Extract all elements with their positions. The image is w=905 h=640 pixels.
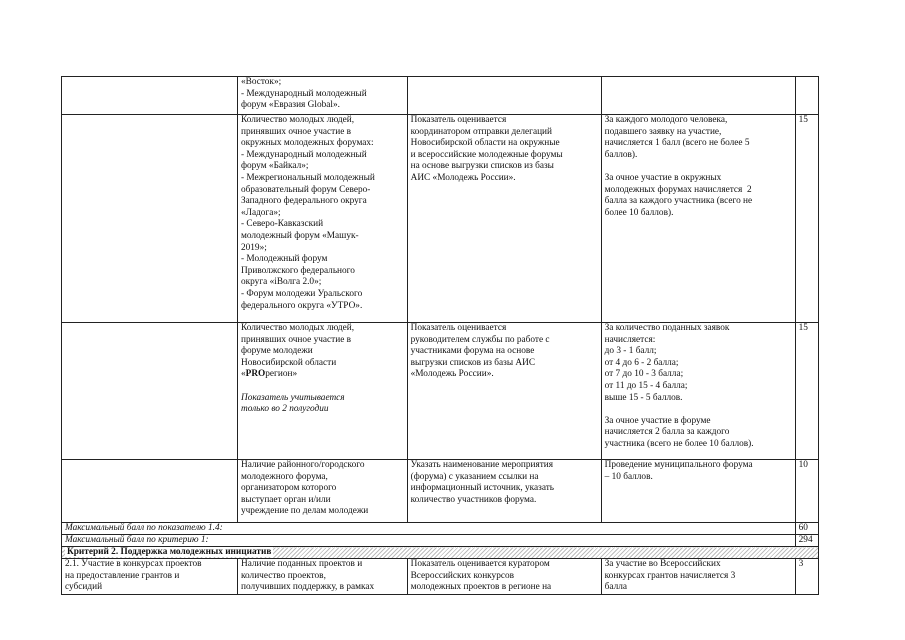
cell-line: и всероссийские молодежные форумы bbox=[410, 149, 563, 160]
cell-line: Показатель оценивается bbox=[410, 323, 507, 333]
table-row bbox=[62, 559, 819, 595]
cell-line: Новосибирской области на окружные bbox=[410, 138, 560, 149]
cell-method bbox=[407, 77, 601, 115]
cell-indicator bbox=[62, 77, 238, 115]
cell-line: начисляется 1 балл (всего не более 5 bbox=[604, 138, 750, 149]
cell-line: принявших очное участие в bbox=[240, 334, 352, 345]
cell-line: 2019»; bbox=[240, 242, 267, 253]
cell-line: Показатель оценивается bbox=[410, 115, 507, 125]
cell-line: За очное участие в форуме bbox=[604, 415, 711, 426]
cell-line: - Международный молодежный bbox=[240, 88, 367, 99]
cell-criterion bbox=[237, 323, 407, 460]
cell-line: форуме молодежи bbox=[240, 346, 313, 357]
cell-line: молодежного форума, bbox=[240, 471, 328, 482]
criteria-table bbox=[61, 76, 819, 595]
cell-criterion bbox=[237, 115, 407, 323]
cell-line: образовательный форум Северо- bbox=[240, 184, 371, 195]
cell-indicator bbox=[62, 115, 238, 323]
cell-line: участника (всего не более 10 баллов). bbox=[604, 438, 754, 449]
cell-method bbox=[407, 323, 601, 460]
cell-line: подавшего заявку на участие, bbox=[604, 126, 722, 137]
cell-line: организатором которого bbox=[240, 483, 337, 494]
cell-line: от 7 до 10 - 3 балла; bbox=[604, 369, 684, 380]
cell-line: За очное участие в окружных bbox=[604, 172, 722, 183]
cell-line: За участие во Всероссийских bbox=[604, 559, 721, 569]
cell-line: округа «iВолга 2.0»; bbox=[240, 277, 322, 288]
cell-line: балла за каждого участника (всего не bbox=[604, 196, 753, 207]
cell-method bbox=[407, 559, 601, 595]
note-line: Показатель учитывается bbox=[240, 392, 345, 403]
cell-line: количество участников форума. bbox=[410, 494, 537, 505]
table-row bbox=[62, 460, 819, 523]
cell-line: выступает орган и/или bbox=[240, 494, 331, 505]
cell-line: Проведение муниципального форума bbox=[604, 460, 753, 470]
summary-value: 294 bbox=[795, 535, 818, 547]
cell-line: получивших поддержку, в рамках bbox=[240, 582, 375, 593]
cell-line: - Северо-Кавказский bbox=[240, 219, 324, 230]
cell-line: - Форум молодежи Уральского bbox=[240, 288, 363, 299]
cell-indicator bbox=[62, 460, 238, 523]
cell-line: федерального округа «УТРО». bbox=[240, 300, 363, 311]
cell-line: на основе выгрузки списков из базы bbox=[410, 161, 554, 172]
cell-max-score bbox=[795, 77, 818, 115]
cell-line: количество проектов, bbox=[240, 570, 326, 581]
cell-line: принявших очное участие в bbox=[240, 126, 352, 137]
cell-line: от 11 до 15 - 4 балла; bbox=[604, 380, 688, 391]
cell-line: конкурсах грантов начисляется 3 bbox=[604, 570, 736, 581]
cell-max-score: 10 bbox=[795, 460, 818, 523]
cell-line: Западного федерального округа bbox=[240, 196, 367, 207]
table-row bbox=[62, 115, 819, 323]
cell-line: «Молодежь России». bbox=[410, 369, 494, 380]
cell-line: (форума) с указанием ссылки на bbox=[410, 471, 539, 482]
criterion-header bbox=[62, 547, 819, 559]
cell-line: За количество поданных заявок bbox=[604, 323, 730, 333]
cell-method bbox=[407, 115, 601, 323]
cell-line: Всероссийских конкурсов bbox=[410, 570, 515, 581]
cell-line: начисляется: bbox=[604, 334, 656, 345]
cell-scoring bbox=[601, 115, 795, 323]
cell-indicator bbox=[62, 559, 238, 595]
cell-line: баллов). bbox=[604, 149, 638, 160]
cell-line: окружных молодежных форумах: bbox=[240, 138, 374, 149]
criterion-header-row bbox=[62, 547, 819, 559]
cell-scoring bbox=[601, 323, 795, 460]
cell-line: выгрузки списков из базы АИС bbox=[410, 357, 536, 368]
line-gap bbox=[605, 404, 792, 416]
cell-criterion bbox=[237, 460, 407, 523]
cell-criterion bbox=[237, 559, 407, 595]
cell-line: начисляется 2 балла за каждого bbox=[604, 427, 730, 438]
criterion-title: Критерий 2. Поддержка молодежных инициатив bbox=[67, 547, 272, 557]
cell-method bbox=[407, 460, 601, 523]
cell-line: Новосибирской области bbox=[240, 357, 337, 368]
note-line: только во 2 полугодии bbox=[240, 404, 329, 415]
cell-line: – 10 баллов. bbox=[604, 471, 653, 482]
cell-line: форум «Евразия Global». bbox=[240, 100, 340, 111]
cell-line: - Международный молодежный bbox=[240, 149, 367, 160]
summary-row bbox=[62, 535, 819, 547]
cell-line: Наличие районного/городского bbox=[240, 460, 365, 470]
cell-line: форум «Байкал»; bbox=[240, 161, 309, 172]
cell-line: Показатель оценивается куратором bbox=[410, 559, 550, 569]
summary-label: Максимальный балл по критерию 1: bbox=[62, 535, 796, 547]
cell-scoring bbox=[601, 460, 795, 523]
cell-line: участниками форума на основе bbox=[410, 346, 535, 357]
cell-line: молодежный форум «Машук- bbox=[240, 230, 359, 241]
summary-row bbox=[62, 523, 819, 535]
cell-line: Указать наименование мероприятия bbox=[410, 460, 554, 470]
cell-scoring bbox=[601, 559, 795, 595]
cell-line: выше 15 - 5 баллов. bbox=[604, 392, 683, 403]
cell-line: Приволжского федерального bbox=[240, 265, 355, 276]
cell-line: Наличие поданных проектов и bbox=[240, 559, 363, 569]
cell-line: руководителем службы по работе с bbox=[410, 334, 550, 345]
cell-line: - Межрегиональный молодежный bbox=[240, 172, 375, 183]
cell-line: Количество молодых людей, bbox=[240, 115, 355, 125]
cell-line: За каждого молодого человека, bbox=[604, 115, 728, 125]
cell-line: на предоставление грантов и bbox=[65, 570, 180, 581]
summary-value: 60 bbox=[795, 523, 818, 535]
cell-line: более 10 баллов). bbox=[604, 207, 674, 218]
cell-line: АИС «Молодежь России». bbox=[410, 172, 516, 183]
cell-line: субсидий bbox=[65, 582, 103, 593]
cell-line: балла bbox=[604, 582, 627, 593]
cell-line-proregion: «PROрегион» bbox=[240, 369, 298, 380]
cell-line: информационный источник, указать bbox=[410, 483, 555, 494]
cell-line: Количество молодых людей, bbox=[240, 323, 355, 333]
cell-line: молодежных проектов в регионе на bbox=[410, 582, 552, 593]
cell-line: «Ладога»; bbox=[240, 207, 281, 218]
cell-criterion bbox=[237, 77, 407, 115]
table-row bbox=[62, 77, 819, 115]
cell-line: молодежных форумах начисляется 2 bbox=[604, 184, 752, 195]
cell-max-score: 15 bbox=[795, 115, 818, 323]
cell-line: - Молодежный форум bbox=[240, 254, 328, 265]
table-row bbox=[62, 323, 819, 460]
cell-line: координатором отправки делегаций bbox=[410, 126, 552, 137]
cell-max-score: 15 bbox=[795, 323, 818, 460]
cell-line: от 4 до 6 - 2 балла; bbox=[604, 357, 679, 368]
cell-line: 2.1. Участие в конкурсах проектов bbox=[65, 559, 202, 569]
summary-label: Максимальный балл по показателю 1.4: bbox=[62, 523, 796, 535]
cell-line: «Восток»; bbox=[240, 77, 282, 87]
line-gap bbox=[605, 161, 792, 173]
cell-scoring bbox=[601, 77, 795, 115]
cell-max-score: 3 bbox=[795, 559, 818, 595]
cell-line: учреждение по делам молодежи bbox=[240, 506, 369, 517]
cell-indicator bbox=[62, 323, 238, 460]
cell-line: до 3 - 1 балл; bbox=[604, 346, 657, 357]
